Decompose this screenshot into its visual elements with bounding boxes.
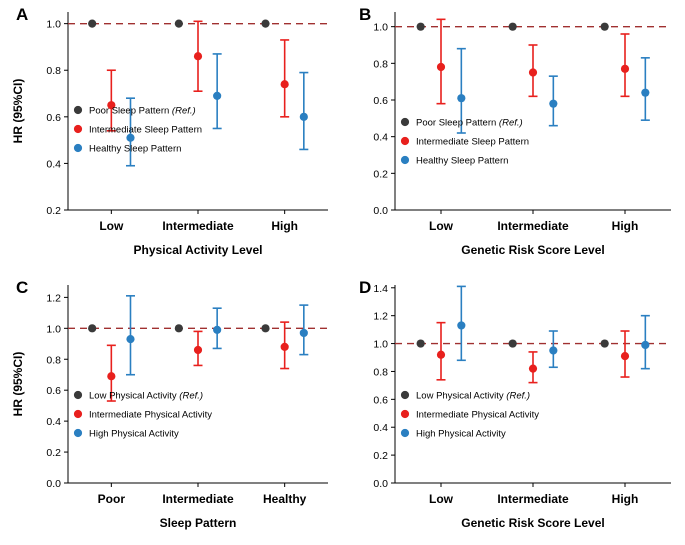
y-tick-label: 1.0: [46, 18, 61, 31]
y-tick-label: 0.2: [373, 168, 388, 181]
data-point: [300, 113, 308, 121]
y-tick-label: 1.0: [373, 338, 388, 351]
legend-label: Low Physical Activity (Ref.): [416, 390, 531, 402]
data-point: [194, 346, 202, 354]
y-tick-label: 0.0: [373, 478, 388, 490]
x-tick-label: High: [611, 219, 639, 233]
data-point: [549, 346, 557, 354]
x-tick-label: Low: [429, 219, 453, 233]
legend-label: Low Physical Activity (Ref.): [89, 390, 204, 402]
y-tick-label: 0.4: [46, 416, 61, 429]
data-point: [417, 339, 425, 347]
data-point: [175, 20, 183, 28]
legend-marker: [401, 391, 409, 399]
panel-c: [0, 273, 342, 545]
data-point: [437, 63, 445, 71]
plot-c: [0, 273, 342, 545]
data-point: [417, 23, 425, 31]
legend-label: Healthy Sleep Pattern: [89, 143, 182, 155]
data-point: [549, 100, 557, 108]
data-point: [601, 339, 609, 347]
data-point: [601, 23, 609, 31]
y-tick-label: 0.8: [46, 65, 61, 78]
x-tick-label: Low: [99, 219, 124, 233]
data-point: [457, 321, 465, 329]
y-tick-label: 0.6: [373, 394, 388, 407]
data-point: [261, 20, 269, 28]
x-tick-label: Healthy: [262, 492, 307, 506]
x-tick-label: Intermediate: [162, 492, 234, 506]
y-tick-label: 0.0: [373, 205, 388, 217]
x-axis-title: Sleep Pattern: [159, 516, 237, 530]
x-tick-label: Poor: [97, 492, 126, 506]
y-tick-label: 1.4: [373, 282, 388, 295]
y-axis-title: HR (95%CI): [11, 78, 25, 144]
data-point: [509, 339, 517, 347]
legend-label: Intermediate Physical Activity: [89, 409, 213, 421]
data-point: [529, 68, 537, 76]
y-tick-label: 1.2: [46, 292, 61, 305]
panel-letter: B: [359, 5, 372, 24]
y-tick-label: 1.0: [373, 21, 388, 34]
y-tick-label: 0.0: [46, 478, 61, 490]
panel-letter: C: [16, 278, 29, 297]
y-tick-label: 0.6: [373, 95, 388, 107]
legend-label: Intermediate Sleep Pattern: [416, 136, 530, 148]
plot-d: [343, 273, 685, 545]
legend-marker: [401, 118, 409, 126]
legend-label: Poor Sleep Pattern (Ref.): [416, 117, 523, 129]
legend-label: Intermediate Sleep Pattern: [89, 124, 203, 136]
data-point: [300, 329, 308, 337]
legend-marker: [401, 410, 409, 418]
legend-marker: [74, 125, 82, 133]
legend-label: High Physical Activity: [416, 428, 506, 440]
legend-label: Poor Sleep Pattern (Ref.): [89, 105, 196, 117]
y-tick-label: 0.8: [373, 366, 388, 379]
legend-marker: [401, 429, 409, 437]
y-axis-title: HR (95%CI): [11, 351, 25, 417]
panel-letter: A: [16, 5, 29, 24]
x-axis-title: Genetic Risk Score Level: [461, 516, 605, 530]
plot-b: [343, 0, 685, 272]
panel-a: [0, 0, 342, 272]
data-point: [88, 324, 96, 332]
y-tick-label: 1.2: [373, 310, 388, 323]
data-point: [529, 365, 537, 373]
data-point: [281, 80, 289, 88]
legend-label: Healthy Sleep Pattern: [416, 155, 509, 167]
data-point: [437, 351, 445, 359]
plot-a: [0, 0, 342, 272]
y-tick-label: 0.2: [46, 447, 61, 460]
data-point: [213, 326, 221, 334]
data-point: [88, 20, 96, 28]
y-tick-label: 0.4: [373, 131, 388, 144]
y-tick-label: 0.6: [46, 385, 61, 398]
data-point: [509, 23, 517, 31]
x-axis-title: Physical Activity Level: [133, 243, 263, 257]
y-tick-label: 0.4: [373, 422, 388, 435]
y-tick-label: 0.6: [46, 111, 61, 124]
y-tick-label: 0.4: [46, 158, 61, 171]
x-tick-label: Low: [429, 492, 453, 506]
legend-label: Intermediate Physical Activity: [416, 409, 540, 421]
x-tick-label: High: [611, 492, 639, 506]
legend-marker: [74, 391, 82, 399]
legend-marker: [401, 156, 409, 164]
x-tick-label: Intermediate: [497, 219, 569, 233]
legend-marker: [401, 137, 409, 145]
data-point: [281, 343, 289, 351]
data-point: [621, 65, 629, 73]
data-point: [107, 372, 115, 380]
panel-letter: D: [359, 278, 372, 297]
data-point: [261, 324, 269, 332]
panel-b: [343, 0, 685, 272]
data-point: [641, 89, 649, 97]
legend-marker: [74, 410, 82, 418]
x-tick-label: Intermediate: [162, 219, 234, 233]
y-tick-label: 1.0: [46, 323, 61, 336]
legend-marker: [74, 144, 82, 152]
x-tick-label: High: [271, 219, 299, 233]
y-tick-label: 0.8: [373, 58, 388, 71]
x-axis-title: Genetic Risk Score Level: [461, 243, 605, 257]
data-point: [175, 324, 183, 332]
data-point: [457, 94, 465, 102]
y-tick-label: 0.2: [373, 450, 388, 463]
y-tick-label: 0.8: [46, 354, 61, 367]
data-point: [213, 92, 221, 100]
data-point: [621, 352, 629, 360]
panel-d: [343, 273, 685, 545]
data-point: [126, 335, 134, 343]
data-point: [641, 341, 649, 349]
x-tick-label: Intermediate: [497, 492, 569, 506]
legend-marker: [74, 106, 82, 114]
legend-marker: [74, 429, 82, 437]
legend-label: High Physical Activity: [89, 428, 179, 440]
y-tick-label: 0.2: [46, 205, 61, 217]
data-point: [194, 52, 202, 60]
